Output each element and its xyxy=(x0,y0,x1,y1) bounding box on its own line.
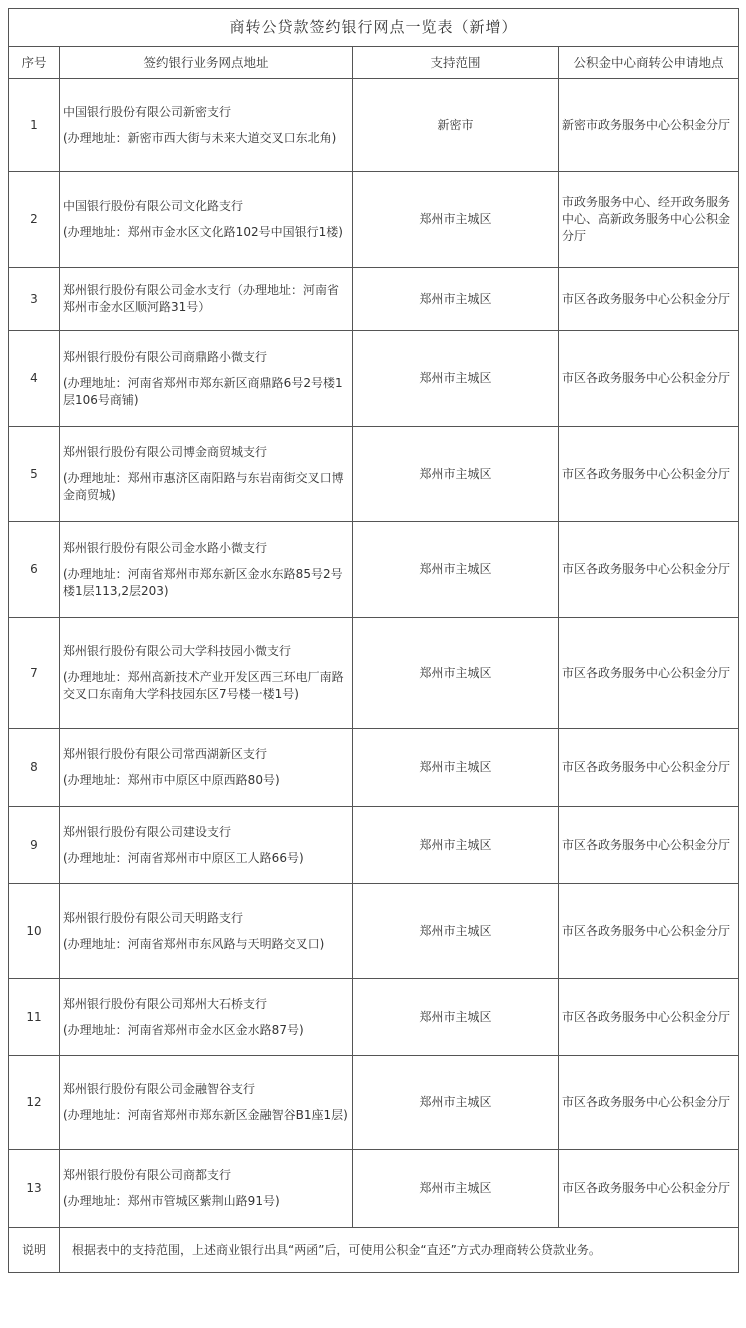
table-row xyxy=(9,79,739,172)
bank-address: (办理地址：郑州市管城区紫荆山路91号) xyxy=(63,1194,280,1208)
row-seq: 9 xyxy=(9,807,60,884)
bank-name: 郑州银行股份有限公司商鼎路小微支行 xyxy=(63,349,268,364)
bank-address: (办理地址：河南省郑州市郑东新区商鼎路6号2号楼1层106号商铺) xyxy=(63,375,343,407)
row-apply-place: 市区各政务服务中心公积金分厅 xyxy=(559,331,739,427)
table-row xyxy=(9,729,739,807)
table-row xyxy=(9,172,739,268)
row-address xyxy=(60,427,353,522)
row-apply-place: 市区各政务服务中心公积金分厅 xyxy=(559,427,739,522)
row-apply-place: 市区各政务服务中心公积金分厅 xyxy=(559,979,739,1056)
bank-name: 中国银行股份有限公司新密支行 xyxy=(63,104,232,119)
bank-name: 郑州银行股份有限公司金水支行（办理地址：河南省郑州市金水区顺河路31号） xyxy=(63,283,340,314)
bank-address: (办理地址：郑州市金水区文化路102号中国银行1楼) xyxy=(63,225,343,239)
bank-address: (办理地址：郑州市中原区中原西路80号) xyxy=(63,773,280,787)
note-row xyxy=(9,1228,739,1273)
row-seq: 8 xyxy=(9,729,60,807)
row-seq: 5 xyxy=(9,427,60,522)
header-address: 签约银行业务网点地址 xyxy=(60,47,353,79)
row-seq: 2 xyxy=(9,172,60,268)
table-row xyxy=(9,618,739,729)
row-address xyxy=(60,1056,353,1150)
bank-name: 郑州银行股份有限公司天明路支行 xyxy=(63,910,244,925)
bank-address: (办理地址：郑州市惠济区南阳路与东岩南街交叉口博金商贸城) xyxy=(63,471,344,502)
row-address xyxy=(60,522,353,618)
row-scope: 郑州市主城区 xyxy=(353,331,559,427)
row-apply-place: 市区各政务服务中心公积金分厅 xyxy=(559,618,739,729)
bank-address: (办理地址：河南省郑州市中原区工人路66号) xyxy=(63,850,304,865)
row-scope: 郑州市主城区 xyxy=(353,807,559,884)
table-title: 商转公贷款签约银行网点一览表（新增） xyxy=(9,9,739,47)
bank-name: 中国银行股份有限公司文化路支行 xyxy=(63,199,244,213)
row-scope: 郑州市主城区 xyxy=(353,729,559,807)
row-address xyxy=(60,331,353,427)
row-scope: 郑州市主城区 xyxy=(353,172,559,268)
row-seq: 4 xyxy=(9,331,60,427)
row-apply-place: 新密市政务服务中心公积金分厅 xyxy=(559,79,739,172)
table-row xyxy=(9,1150,739,1228)
table-row xyxy=(9,427,739,522)
header-scope: 支持范围 xyxy=(353,47,559,79)
row-apply-place: 市区各政务服务中心公积金分厅 xyxy=(559,1056,739,1150)
row-address xyxy=(60,729,353,807)
row-address xyxy=(60,79,353,172)
row-scope: 郑州市主城区 xyxy=(353,979,559,1056)
bank-name: 郑州银行股份有限公司金融智谷支行 xyxy=(63,1082,256,1096)
bank-address: (办理地址：河南省郑州市东风路与天明路交叉口) xyxy=(63,936,325,951)
row-seq: 3 xyxy=(9,268,60,331)
row-apply-place: 市区各政务服务中心公积金分厅 xyxy=(559,268,739,331)
bank-address: (办理地址：新密市西大街与未来大道交叉口东北角) xyxy=(63,130,337,145)
bank-name: 郑州银行股份有限公司建设支行 xyxy=(63,824,232,839)
row-address xyxy=(60,618,353,729)
bank-address: (办理地址：郑州高新技术产业开发区西三环电厂南路交叉口东南角大学科技园东区7号楼一楼1号) xyxy=(63,670,344,701)
row-seq: 10 xyxy=(9,884,60,979)
table-row xyxy=(9,331,739,427)
row-scope: 郑州市主城区 xyxy=(353,522,559,618)
row-scope: 郑州市主城区 xyxy=(353,618,559,729)
bank-name: 郑州银行股份有限公司郑州大石桥支行 xyxy=(63,996,268,1011)
bank-address: (办理地址：河南省郑州市郑东新区金融智谷B1座1层) xyxy=(63,1108,348,1122)
header-row xyxy=(9,47,739,79)
table-row xyxy=(9,807,739,884)
bank-name: 郑州银行股份有限公司大学科技园小微支行 xyxy=(63,644,292,658)
note-text: 根据表中的支持范围，上述商业银行出具“两函”后，可使用公积金“直还”方式办理商转公贷款业务。 xyxy=(60,1228,739,1273)
row-scope: 郑州市主城区 xyxy=(353,1056,559,1150)
table-row xyxy=(9,522,739,618)
row-address xyxy=(60,979,353,1056)
row-scope: 郑州市主城区 xyxy=(353,1150,559,1228)
bank-name: 郑州银行股份有限公司商都支行 xyxy=(63,1168,232,1182)
row-apply-place: 市区各政务服务中心公积金分厅 xyxy=(559,807,739,884)
row-address xyxy=(60,268,353,331)
row-seq: 6 xyxy=(9,522,60,618)
row-seq: 7 xyxy=(9,618,60,729)
row-seq: 11 xyxy=(9,979,60,1056)
row-scope: 新密市 xyxy=(353,79,559,172)
row-scope: 郑州市主城区 xyxy=(353,884,559,979)
bank-address: (办理地址：河南省郑州市郑东新区金水东路85号2号楼1层113,2层203) xyxy=(63,566,343,598)
table-row xyxy=(9,979,739,1056)
row-apply-place: 市区各政务服务中心公积金分厅 xyxy=(559,522,739,618)
bank-name: 郑州银行股份有限公司常西湖新区支行 xyxy=(63,747,268,761)
bank-branch-table xyxy=(8,8,739,1273)
bank-name: 郑州银行股份有限公司博金商贸城支行 xyxy=(63,445,268,459)
header-seq: 序号 xyxy=(9,47,60,79)
row-apply-place: 市区各政务服务中心公积金分厅 xyxy=(559,884,739,979)
table-row xyxy=(9,884,739,979)
row-address xyxy=(60,807,353,884)
row-seq: 1 xyxy=(9,79,60,172)
note-label: 说明 xyxy=(9,1228,60,1273)
row-scope: 郑州市主城区 xyxy=(353,268,559,331)
row-address xyxy=(60,1150,353,1228)
row-apply-place: 市区各政务服务中心公积金分厅 xyxy=(559,729,739,807)
row-scope: 郑州市主城区 xyxy=(353,427,559,522)
row-apply-place: 市区各政务服务中心公积金分厅 xyxy=(559,1150,739,1228)
row-seq: 12 xyxy=(9,1056,60,1150)
row-seq: 13 xyxy=(9,1150,60,1228)
row-address xyxy=(60,172,353,268)
header-place: 公积金中心商转公申请地点 xyxy=(559,47,739,79)
bank-name: 郑州银行股份有限公司金水路小微支行 xyxy=(63,540,268,555)
table-row xyxy=(9,268,739,331)
row-apply-place: 市政务服务中心、经开政务服务中心、高新政务服务中心公积金分厅 xyxy=(559,172,739,268)
row-address xyxy=(60,884,353,979)
table-row xyxy=(9,1056,739,1150)
bank-address: (办理地址：河南省郑州市金水区金水路87号) xyxy=(63,1022,304,1037)
